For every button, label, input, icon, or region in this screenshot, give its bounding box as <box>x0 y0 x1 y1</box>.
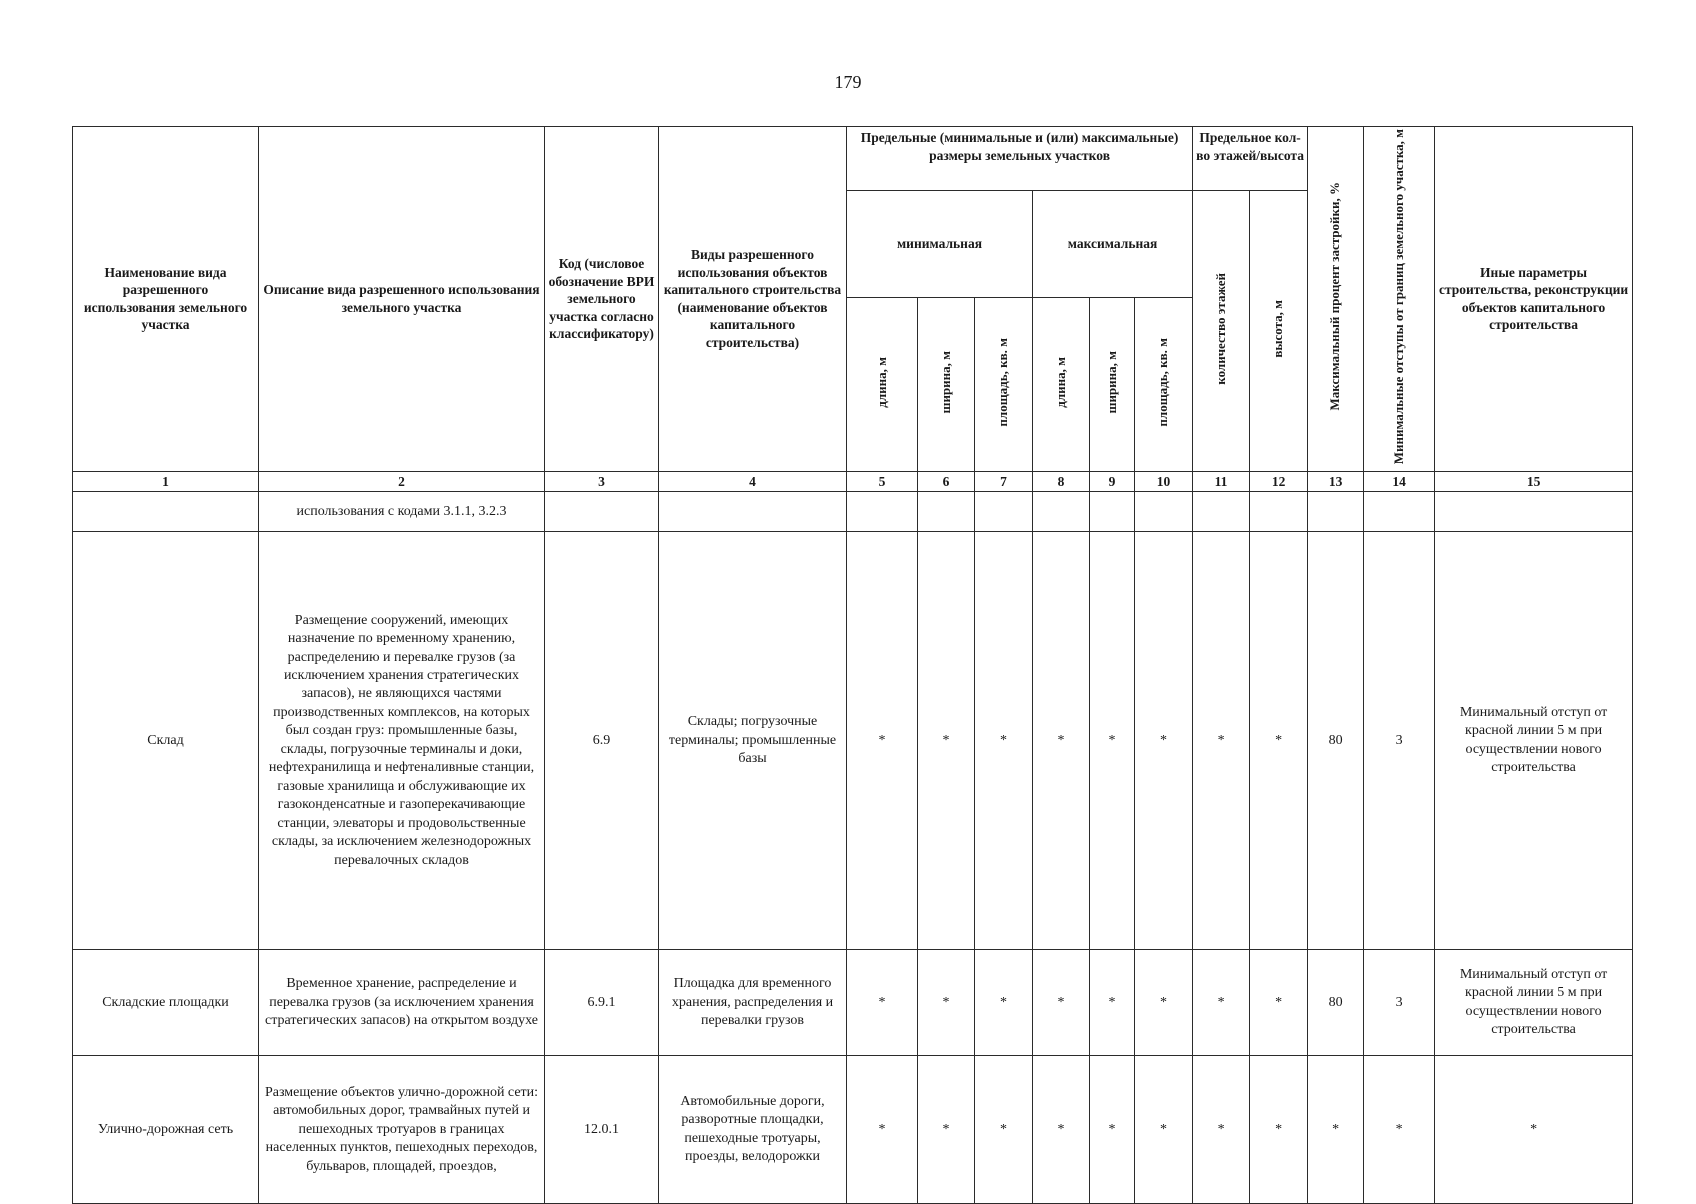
cell-code: 6.9 <box>545 532 659 950</box>
cell-max-width <box>1090 492 1135 532</box>
header-min-length: длина, м <box>847 297 918 471</box>
cell-min-length: * <box>847 532 918 950</box>
column-number: 3 <box>545 471 659 492</box>
header-group-min: минимальная <box>847 191 1033 298</box>
cell-min-length: * <box>847 950 918 1056</box>
cell-max-width: * <box>1090 532 1135 950</box>
cell-name: Складские площадки <box>73 950 259 1056</box>
cell-min-length <box>847 492 918 532</box>
column-numbers-row <box>73 471 1633 492</box>
header-max-width: ширина, м <box>1090 297 1135 471</box>
cell-height: * <box>1250 950 1308 1056</box>
cell-min-setback <box>1364 492 1435 532</box>
cell-floor-count: * <box>1193 532 1250 950</box>
cell-oks: Площадка для временного хранения, распределения и перевалки грузов <box>659 950 847 1056</box>
cell-height: * <box>1250 532 1308 950</box>
cell-name: Улично-дорожная сеть <box>73 1056 259 1204</box>
table-row <box>73 1056 1633 1204</box>
header-floor-count: количество этажей <box>1193 191 1250 472</box>
column-number: 6 <box>918 471 975 492</box>
cell-max-length: * <box>1033 1056 1090 1204</box>
cell-other-params <box>1435 492 1633 532</box>
table-row <box>73 950 1633 1056</box>
column-number: 9 <box>1090 471 1135 492</box>
cell-max-width: * <box>1090 950 1135 1056</box>
cell-min-setback: 3 <box>1364 532 1435 950</box>
cell-min-area: * <box>975 1056 1033 1204</box>
column-number: 4 <box>659 471 847 492</box>
column-number: 12 <box>1250 471 1308 492</box>
cell-max-percent: 80 <box>1308 950 1364 1056</box>
cell-min-area <box>975 492 1033 532</box>
column-number: 15 <box>1435 471 1633 492</box>
cell-code <box>545 492 659 532</box>
header-max-area: площадь, кв. м <box>1135 297 1193 471</box>
header-code: Код (числовое обозначение ВРИ земельного участка согласно классификатору) <box>545 127 659 472</box>
cell-other-params: Минимальный отступ от красной линии 5 м при осуществлении нового строительства <box>1435 532 1633 950</box>
page-number: 179 <box>834 72 862 92</box>
column-number: 8 <box>1033 471 1090 492</box>
column-number: 2 <box>259 471 545 492</box>
header-name: Наименование вида разрешенного использования земельного участка <box>73 127 259 472</box>
cell-description: Временное хранение, распределение и перевалка грузов (за исключением хранения стратегических запасов) на открытом воздухе <box>259 950 545 1056</box>
header-other-params: Иные параметры строительства, реконструкции объектов капитального строительства <box>1435 127 1633 472</box>
header-max-percent: Максимальный процент застройки, % <box>1308 127 1364 472</box>
cell-min-width: * <box>918 532 975 950</box>
cell-height <box>1250 492 1308 532</box>
header-min-area: площадь, кв. м <box>975 297 1033 471</box>
column-number: 1 <box>73 471 259 492</box>
cell-min-area: * <box>975 532 1033 950</box>
cell-name <box>73 492 259 532</box>
cell-code: 12.0.1 <box>545 1056 659 1204</box>
header-max-length: длина, м <box>1033 297 1090 471</box>
cell-min-length: * <box>847 1056 918 1204</box>
cell-min-setback: 3 <box>1364 950 1435 1056</box>
cell-height: * <box>1250 1056 1308 1204</box>
header-group-max: максимальная <box>1033 191 1193 298</box>
column-number: 5 <box>847 471 918 492</box>
cell-max-area: * <box>1135 1056 1193 1204</box>
cell-other-params: Минимальный отступ от красной линии 5 м при осуществлении нового строительства <box>1435 950 1633 1056</box>
cell-description: использования с кодами 3.1.1, 3.2.3 <box>259 492 545 532</box>
cell-max-length: * <box>1033 532 1090 950</box>
table-row <box>73 492 1633 532</box>
cell-code: 6.9.1 <box>545 950 659 1056</box>
cell-max-length <box>1033 492 1090 532</box>
cell-floor-count: * <box>1193 1056 1250 1204</box>
cell-oks: Автомобильные дороги, разворотные площадки, пешеходные тротуары, проезды, велодорожки <box>659 1056 847 1204</box>
column-number: 13 <box>1308 471 1364 492</box>
cell-min-width: * <box>918 950 975 1056</box>
header-min-width: ширина, м <box>918 297 975 471</box>
cell-max-area: * <box>1135 950 1193 1056</box>
cell-min-width <box>918 492 975 532</box>
cell-floor-count <box>1193 492 1250 532</box>
cell-max-area: * <box>1135 532 1193 950</box>
cell-max-percent <box>1308 492 1364 532</box>
header-oks-types: Виды разрешенного использования объектов капитального строительства (наименование объектов капитального строительства) <box>659 127 847 472</box>
cell-max-percent: * <box>1308 1056 1364 1204</box>
cell-max-length: * <box>1033 950 1090 1056</box>
header-height: высота, м <box>1250 191 1308 472</box>
header-min-setback: Минимальные отступы от границ земельного участка, м <box>1364 127 1435 472</box>
header-group-sizes: Предельные (минимальные и (или) максимальные) размеры земельных участков <box>847 127 1193 191</box>
header-group-floors: Предельное кол-во этажей/высота <box>1193 127 1308 191</box>
column-number: 7 <box>975 471 1033 492</box>
cell-oks <box>659 492 847 532</box>
cell-description: Размещение объектов улично-дорожной сети: автомобильных дорог, трамвайных путей и пешеходных тротуаров в границах населенных пунктов, пешеходных переходов, бульваров, площадей, проездов, <box>259 1056 545 1204</box>
cell-min-setback: * <box>1364 1056 1435 1204</box>
regulations-table <box>72 126 1633 1204</box>
header-description: Описание вида разрешенного использования земельного участка <box>259 127 545 472</box>
cell-floor-count: * <box>1193 950 1250 1056</box>
cell-other-params: * <box>1435 1056 1633 1204</box>
cell-max-percent: 80 <box>1308 532 1364 950</box>
column-number: 11 <box>1193 471 1250 492</box>
cell-max-area <box>1135 492 1193 532</box>
cell-min-area: * <box>975 950 1033 1056</box>
cell-description: Размещение сооружений, имеющих назначение по временному хранению, распределению и перевалке грузов (за исключением хранения стратегических запасов), не являющихся частями производственных комплексов, на которых был создан груз: промышленные базы, склады, погрузочные терминалы и доки, нефтехранилища и нефтеналивные станции, газовые хранилища и обслуживающие их газоконденсатные и газоперекачивающие станции, элеваторы и продовольственные склады, за исключением железнодорожных перевалочных складов <box>259 532 545 950</box>
cell-min-width: * <box>918 1056 975 1204</box>
column-number: 14 <box>1364 471 1435 492</box>
cell-name: Склад <box>73 532 259 950</box>
column-number: 10 <box>1135 471 1193 492</box>
cell-oks: Склады; погрузочные терминалы; промышленные базы <box>659 532 847 950</box>
table-row <box>73 532 1633 950</box>
cell-max-width: * <box>1090 1056 1135 1204</box>
